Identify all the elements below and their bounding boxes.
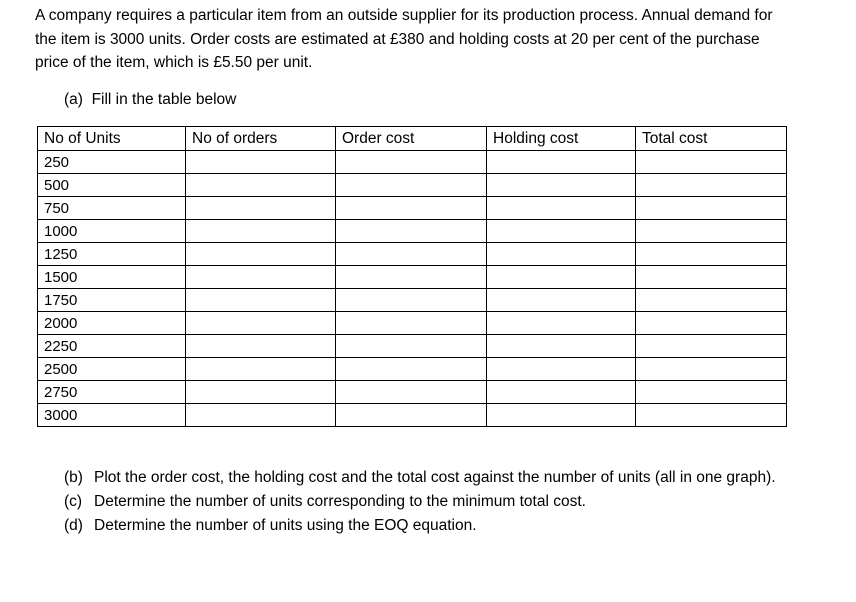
- question-b: [64, 466, 794, 490]
- header-no-of-units: No of Units: [38, 127, 186, 151]
- orders-cell: [186, 151, 336, 174]
- table-row: [38, 312, 787, 335]
- holding-cost-cell: [487, 151, 636, 174]
- table-row: [38, 151, 787, 174]
- orders-cell: [186, 174, 336, 197]
- units-cell: 750: [38, 197, 186, 220]
- question-text: Plot the order cost, the holding cost and the total cost against the number of units (all in one graph).: [94, 469, 776, 486]
- order-cost-cell: [336, 151, 487, 174]
- header-holding-cost: Holding cost: [487, 127, 636, 151]
- table-row: [38, 404, 787, 427]
- question-list: [64, 466, 794, 538]
- holding-cost-cell: [487, 358, 636, 381]
- units-cell: 250: [38, 151, 186, 174]
- holding-cost-cell: [487, 312, 636, 335]
- order-cost-cell: [336, 197, 487, 220]
- table-body: [38, 151, 787, 427]
- total-cost-cell: [636, 197, 787, 220]
- total-cost-cell: [636, 289, 787, 312]
- order-cost-cell: [336, 243, 487, 266]
- units-cell: 3000: [38, 404, 186, 427]
- units-cell: 2000: [38, 312, 186, 335]
- table-row: [38, 220, 787, 243]
- table-row: [38, 174, 787, 197]
- order-cost-cell: [336, 335, 487, 358]
- part-a-instruction: [64, 89, 236, 111]
- table-row: [38, 197, 787, 220]
- cost-table: [37, 126, 787, 427]
- order-cost-cell: [336, 358, 487, 381]
- question-text: Determine the number of units corresponding to the minimum total cost.: [94, 493, 586, 510]
- orders-cell: [186, 220, 336, 243]
- order-cost-cell: [336, 289, 487, 312]
- table-row: [38, 243, 787, 266]
- units-cell: 1250: [38, 243, 186, 266]
- question-letter: (d): [64, 517, 83, 534]
- order-cost-cell: [336, 174, 487, 197]
- holding-cost-cell: [487, 243, 636, 266]
- orders-cell: [186, 381, 336, 404]
- table-row: [38, 381, 787, 404]
- holding-cost-cell: [487, 197, 636, 220]
- orders-cell: [186, 266, 336, 289]
- question-text: Determine the number of units using the EOQ equation.: [94, 517, 477, 534]
- holding-cost-cell: [487, 266, 636, 289]
- order-cost-cell: [336, 312, 487, 335]
- orders-cell: [186, 358, 336, 381]
- order-cost-cell: [336, 381, 487, 404]
- holding-cost-cell: [487, 289, 636, 312]
- total-cost-cell: [636, 220, 787, 243]
- units-cell: 2250: [38, 335, 186, 358]
- part-a-text: Fill in the table below: [91, 91, 237, 108]
- orders-cell: [186, 404, 336, 427]
- holding-cost-cell: [487, 220, 636, 243]
- orders-cell: [186, 289, 336, 312]
- total-cost-cell: [636, 358, 787, 381]
- table-row: [38, 266, 787, 289]
- header-total-cost: Total cost: [636, 127, 787, 151]
- total-cost-cell: [636, 174, 787, 197]
- orders-cell: [186, 197, 336, 220]
- question-letter: (c): [64, 493, 83, 510]
- units-cell: 2500: [38, 358, 186, 381]
- total-cost-cell: [636, 151, 787, 174]
- total-cost-cell: [636, 381, 787, 404]
- units-cell: 1750: [38, 289, 186, 312]
- orders-cell: [186, 335, 336, 358]
- total-cost-cell: [636, 312, 787, 335]
- order-cost-cell: [336, 404, 487, 427]
- orders-cell: [186, 312, 336, 335]
- units-cell: 500: [38, 174, 186, 197]
- table-header-row: [38, 127, 787, 151]
- question-d: [64, 514, 794, 538]
- table-row: [38, 358, 787, 381]
- question-letter: (b): [64, 469, 83, 486]
- problem-statement: A company requires a particular item from an outside supplier for its production process. Annual demand for the item is 3000 units. Order costs are estimated at £380 and holding costs at 20 per cent of the purchase price of the item, which is £5.50 per unit.: [35, 7, 773, 71]
- holding-cost-cell: [487, 174, 636, 197]
- header-order-cost: Order cost: [336, 127, 487, 151]
- units-cell: 2750: [38, 381, 186, 404]
- holding-cost-cell: [487, 335, 636, 358]
- orders-cell: [186, 243, 336, 266]
- total-cost-cell: [636, 243, 787, 266]
- table-row: [38, 289, 787, 312]
- holding-cost-cell: [487, 381, 636, 404]
- holding-cost-cell: [487, 404, 636, 427]
- question-c: [64, 490, 794, 514]
- total-cost-cell: [636, 266, 787, 289]
- units-cell: 1500: [38, 266, 186, 289]
- part-a-letter: (a): [64, 91, 83, 108]
- total-cost-cell: [636, 335, 787, 358]
- header-no-of-orders: No of orders: [186, 127, 336, 151]
- order-cost-cell: [336, 266, 487, 289]
- table-row: [38, 335, 787, 358]
- total-cost-cell: [636, 404, 787, 427]
- order-cost-cell: [336, 220, 487, 243]
- units-cell: 1000: [38, 220, 186, 243]
